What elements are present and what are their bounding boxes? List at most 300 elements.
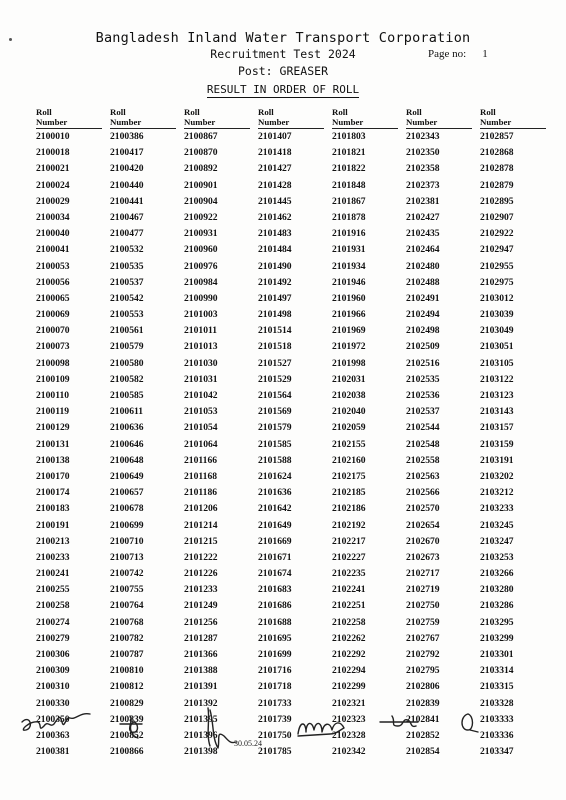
column-header-line2: Number: [184, 116, 216, 127]
roll-number-cell: 2103159: [480, 438, 514, 450]
roll-number-cell: 2103122: [480, 373, 514, 385]
roll-number-cell: 2100417: [110, 147, 144, 159]
result-heading: [0, 83, 566, 96]
signatures-graphic: [0, 700, 566, 770]
roll-number-cell: 2103143: [480, 406, 514, 418]
column-header: [36, 108, 102, 129]
roll-number-cell: 2101256: [184, 616, 218, 628]
roll-number-cell: 2100852: [110, 729, 144, 741]
roll-number-cell: 2100029: [36, 195, 70, 207]
roll-number-cell: 2101821: [332, 147, 366, 159]
roll-number-cell: 2101392: [184, 697, 218, 709]
roll-number-cell: 2101750: [258, 729, 292, 741]
roll-number-cell: 2101569: [258, 406, 292, 418]
roll-number-cell: 2101822: [332, 163, 366, 175]
roll-number-cell: 2101739: [258, 713, 292, 725]
roll-number-cell: 2100279: [36, 632, 70, 644]
roll-number-cell: 2100386: [110, 131, 144, 142]
roll-number-cell: 2103333: [480, 713, 514, 725]
roll-number-cell: 2103012: [480, 292, 514, 304]
roll-number-cell: 2101445: [258, 195, 292, 207]
roll-number-cell: 2102435: [406, 228, 440, 240]
column-header: [480, 108, 546, 129]
roll-number-cell: 2101497: [258, 292, 292, 304]
roll-number-cell: 2102955: [480, 260, 514, 272]
roll-number-cell: 2101718: [258, 681, 292, 693]
roll-number-cell: 2101688: [258, 616, 292, 628]
roll-number-cell: 2102537: [406, 406, 440, 418]
column-header-line1: Roll: [406, 107, 422, 117]
roll-number-cell: 2102857: [480, 131, 514, 142]
roll-number-cell: 2101931: [332, 244, 366, 256]
roll-number-cell: 2100580: [110, 357, 144, 369]
roll-number-cell: 2101427: [258, 163, 292, 175]
roll-number-cell: 2102031: [332, 373, 366, 385]
roll-number-cell: 2100649: [110, 470, 144, 482]
roll-number-cell: 2102491: [406, 292, 440, 304]
roll-number-cell: 2102294: [332, 665, 366, 677]
roll-number-cell: 2102175: [332, 470, 366, 482]
roll-column-4: [258, 108, 324, 760]
roll-number-cell: 2100787: [110, 649, 144, 660]
roll-number-cell: 2101946: [332, 276, 366, 288]
roll-number-cell: 2101484: [258, 244, 292, 256]
roll-number-cell: 2101388: [184, 665, 218, 677]
roll-number-cell: 2102494: [406, 309, 440, 321]
roll-number-cell: 2100768: [110, 616, 144, 628]
roll-number-cell: 2102227: [332, 551, 366, 563]
roll-number-cell: 2100553: [110, 309, 144, 321]
roll-number-cell: 2101916: [332, 228, 366, 240]
roll-number-cell: 2100467: [110, 211, 144, 223]
roll-number-cell: 2100764: [110, 600, 144, 612]
roll-number-cell: 2103202: [480, 470, 514, 482]
column-header: [406, 108, 472, 129]
roll-number-cell: 2100040: [36, 228, 70, 240]
roll-number-cell: 2100611: [110, 406, 144, 418]
roll-number-cell: 2100069: [36, 309, 70, 321]
page-number-label: Page no:: [428, 48, 467, 60]
roll-number-cell: 2102358: [406, 163, 440, 175]
roll-number-cell: 2102566: [406, 487, 440, 499]
roll-number-cell: 2102759: [406, 616, 440, 628]
roll-number-cell: 2101934: [332, 260, 366, 272]
roll-column-2: [110, 108, 176, 760]
roll-number-cell: 2101695: [258, 632, 292, 644]
roll-number-cell: 2101462: [258, 211, 292, 223]
roll-number-cell: 2103280: [480, 584, 514, 596]
roll-number-cell: 2102509: [406, 341, 440, 353]
roll-number-cell: 2101395: [184, 713, 218, 725]
roll-number-cell: 2100073: [36, 341, 70, 353]
roll-number-cell: 2100098: [36, 357, 70, 369]
signature-5: [380, 716, 418, 726]
roll-number-cell: 2101716: [258, 665, 292, 677]
roll-number-cell: 2100901: [184, 179, 218, 191]
exam-subtitle: Recruitment Test 2024: [210, 47, 356, 61]
column-header-line1: Roll: [480, 107, 496, 117]
roll-number-cell: 2101366: [184, 649, 218, 660]
roll-number-cell: 2101585: [258, 438, 292, 450]
roll-number-cell: 2101391: [184, 681, 218, 693]
roll-number-cell: 2101287: [184, 632, 218, 644]
roll-number-cell: 2103266: [480, 568, 514, 580]
roll-number-cell: 2100233: [36, 551, 70, 563]
roll-number-cell: 2102299: [332, 681, 366, 693]
roll-number-cell: 2100191: [36, 519, 70, 531]
roll-number-cell: 2100931: [184, 228, 218, 240]
roll-number-cell: 2102516: [406, 357, 440, 369]
signature-6: [462, 714, 478, 732]
roll-number-cell: 2100024: [36, 179, 70, 191]
roll-number-cell: 2101011: [184, 325, 218, 337]
roll-number-cell: 2102342: [332, 746, 366, 758]
roll-number-cell: 2100579: [110, 341, 144, 353]
roll-number-cell: 2100065: [36, 292, 70, 304]
roll-number-cell: 2101053: [184, 406, 218, 418]
result-heading-text: RESULT IN ORDER OF ROLL: [206, 83, 360, 96]
roll-number-cell: 2101518: [258, 341, 292, 353]
roll-number-cell: 2103301: [480, 649, 514, 660]
roll-number-cell: 2102673: [406, 551, 440, 563]
roll-number-cell: 2101624: [258, 470, 292, 482]
roll-number-cell: 2103336: [480, 729, 514, 741]
roll-number-cell: 2101498: [258, 309, 292, 321]
column-header: [110, 108, 176, 129]
roll-number-cell: 2100699: [110, 519, 144, 531]
roll-number-cell: 2100636: [110, 422, 144, 434]
roll-number-cell: 2102750: [406, 600, 440, 612]
roll-number-cell: 2100138: [36, 454, 70, 466]
roll-number-cell: 2100542: [110, 292, 144, 304]
roll-number-cell: 2102795: [406, 665, 440, 677]
roll-number-cell: 2103247: [480, 535, 514, 547]
column-header: [332, 108, 398, 129]
roll-number-cell: 2101206: [184, 503, 218, 515]
signature-3: [208, 708, 236, 748]
column-header-line2: Number: [480, 116, 512, 127]
roll-column-6: [406, 108, 472, 760]
roll-number-cell: 2101226: [184, 568, 218, 580]
roll-number-cell: 2100258: [36, 600, 70, 612]
roll-column-1: [36, 108, 102, 760]
roll-number-cell: 2101674: [258, 568, 292, 580]
roll-number-cell: 2102719: [406, 584, 440, 596]
column-header-line2: Number: [110, 116, 142, 127]
roll-number-cell: 2100010: [36, 131, 70, 142]
roll-number-cell: 2100976: [184, 260, 218, 272]
roll-number-cell: 2103314: [480, 665, 514, 677]
roll-number-cell: 2102895: [480, 195, 514, 207]
roll-number-cell: 2101396: [184, 729, 218, 741]
roll-number-cell: 2100441: [110, 195, 144, 207]
roll-number-cell: 2100174: [36, 487, 70, 499]
roll-number-cell: 2101186: [184, 487, 218, 499]
column-header-line1: Roll: [110, 107, 126, 117]
roll-number-cell: 2100021: [36, 163, 70, 175]
roll-number-cell: 2101168: [184, 470, 218, 482]
roll-number-cell: 2101636: [258, 487, 292, 499]
roll-number-cell: 2100350: [36, 713, 70, 725]
roll-number-cell: 2100585: [110, 390, 144, 401]
roll-number-cell: 2100866: [110, 746, 144, 758]
roll-number-cell: 2101222: [184, 551, 218, 563]
roll-number-cell: 2100904: [184, 195, 218, 207]
roll-number-cell: 2100034: [36, 211, 70, 223]
roll-number-cell: 2100990: [184, 292, 218, 304]
roll-number-cell: 2101803: [332, 131, 366, 142]
roll-number-cell: 2103191: [480, 454, 514, 466]
roll-number-cell: 2102192: [332, 519, 366, 531]
column-header-line2: Number: [406, 116, 438, 127]
signature-3-date: 30.05.24: [234, 739, 262, 748]
roll-number-cell: 2100582: [110, 373, 144, 385]
roll-number-cell: 2102040: [332, 406, 366, 418]
roll-number-cell: 2102792: [406, 649, 440, 660]
roll-number-cell: 2101848: [332, 179, 366, 191]
roll-number-cell: 2101529: [258, 373, 292, 385]
roll-number-cell: 2101013: [184, 341, 218, 353]
roll-number-cell: 2101588: [258, 454, 292, 466]
column-header: [258, 108, 324, 129]
roll-number-cell: 2103295: [480, 616, 514, 628]
column-header-line1: Roll: [184, 107, 200, 117]
roll-number-cell: 2101030: [184, 357, 218, 369]
roll-number-cell: 2100755: [110, 584, 144, 596]
roll-number-cell: 2101407: [258, 131, 292, 142]
roll-number-cell: 2100867: [184, 131, 218, 142]
roll-number-cell: 2100532: [110, 244, 144, 256]
column-header: [184, 108, 250, 129]
roll-number-cell: 2101733: [258, 697, 292, 709]
roll-number-cell: 2101785: [258, 746, 292, 758]
roll-number-cell: 2100119: [36, 406, 70, 418]
roll-number-cell: 2100678: [110, 503, 144, 515]
roll-number-cell: 2101960: [332, 292, 366, 304]
roll-number-cell: 2101428: [258, 179, 292, 191]
organization-title: Bangladesh Inland Water Transport Corporation: [95, 30, 471, 46]
roll-number-cell: 2102806: [406, 681, 440, 693]
roll-number-cell: 2100477: [110, 228, 144, 240]
roll-number-cell: 2100309: [36, 665, 70, 677]
roll-number-cell: 2102241: [332, 584, 366, 596]
roll-number-cell: 2100170: [36, 470, 70, 482]
roll-number-cell: 2100041: [36, 244, 70, 256]
roll-number-cell: 2101564: [258, 390, 292, 401]
post-title: Post: GREASER: [237, 64, 328, 78]
roll-column-5: [332, 108, 398, 760]
roll-number-cell: 2101972: [332, 341, 366, 353]
roll-number-cell: 2101042: [184, 390, 218, 401]
roll-number-cell: 2102185: [332, 487, 366, 499]
roll-number-cell: 2100892: [184, 163, 218, 175]
roll-number-cell: 2103233: [480, 503, 514, 515]
roll-number-cell: 2103049: [480, 325, 514, 337]
signature-4: [298, 723, 344, 736]
roll-number-cell: 2100742: [110, 568, 144, 580]
roll-number-cell: 2100110: [36, 390, 70, 401]
roll-number-cell: 2100782: [110, 632, 144, 644]
roll-number-cell: 2101233: [184, 584, 218, 596]
roll-number-cell: 2100537: [110, 276, 144, 288]
roll-number-cell: 2102852: [406, 729, 440, 741]
roll-number-cell: 2100330: [36, 697, 70, 709]
roll-number-cell: 2100812: [110, 681, 144, 693]
roll-number-cell: 2102292: [332, 649, 366, 660]
roll-number-cell: 2103299: [480, 632, 514, 644]
roll-number-cell: 2101966: [332, 309, 366, 321]
roll-number-cell: 2100070: [36, 325, 70, 337]
roll-number-cell: 2101249: [184, 600, 218, 612]
roll-number-cell: 2100984: [184, 276, 218, 288]
roll-number-cell: 2102328: [332, 729, 366, 741]
roll-number-cell: 2103286: [480, 600, 514, 612]
roll-number-cell: 2100922: [184, 211, 218, 223]
roll-number-cell: 2101642: [258, 503, 292, 515]
roll-number-cell: 2102570: [406, 503, 440, 515]
roll-number-cell: 2102548: [406, 438, 440, 450]
roll-number-cell: 2102922: [480, 228, 514, 240]
roll-number-cell: 2101998: [332, 357, 366, 369]
roll-number-cell: 2100561: [110, 325, 144, 337]
roll-number-cell: 2101969: [332, 325, 366, 337]
roll-number-cell: 2102975: [480, 276, 514, 288]
roll-number-cell: 2100310: [36, 681, 70, 693]
roll-number-cell: 2101166: [184, 454, 218, 466]
roll-number-cell: 2100420: [110, 163, 144, 175]
roll-number-cell: 2100870: [184, 147, 218, 159]
roll-number-cell: 2101683: [258, 584, 292, 596]
roll-number-cell: 2101649: [258, 519, 292, 531]
column-header-line2: Number: [332, 116, 364, 127]
roll-number-cell: 2101483: [258, 228, 292, 240]
roll-number-cell: 2103245: [480, 519, 514, 531]
roll-number-cell: 2103157: [480, 422, 514, 434]
page-number-value: 1: [482, 48, 488, 60]
roll-number-cell: 2102868: [480, 147, 514, 159]
roll-number-cell: 2102498: [406, 325, 440, 337]
roll-number-cell: 2103347: [480, 746, 514, 758]
roll-number-cell: 2100053: [36, 260, 70, 272]
roll-number-cell: 2101669: [258, 535, 292, 547]
roll-number-cell: 2102841: [406, 713, 440, 725]
roll-number-cell: 2100657: [110, 487, 144, 499]
roll-number-cell: 2102670: [406, 535, 440, 547]
page-number: [428, 48, 488, 60]
roll-number-cell: 2100960: [184, 244, 218, 256]
column-header-line1: Roll: [258, 107, 274, 117]
roll-number-cell: 2102235: [332, 568, 366, 580]
roll-number-cell: 2102186: [332, 503, 366, 515]
roll-column-3: [184, 108, 250, 760]
roll-number-cell: 2101878: [332, 211, 366, 223]
roll-number-cell: 2101064: [184, 438, 218, 450]
roll-number-cell: 2102544: [406, 422, 440, 434]
roll-column-7: [480, 108, 546, 760]
roll-number-cell: 2100241: [36, 568, 70, 580]
roll-number-cell: 2100255: [36, 584, 70, 596]
roll-number-cell: 2102879: [480, 179, 514, 191]
roll-number-cell: 2101579: [258, 422, 292, 434]
roll-number-cell: 2102464: [406, 244, 440, 256]
roll-number-cell: 2100274: [36, 616, 70, 628]
roll-number-cell: 2100810: [110, 665, 144, 677]
column-header-line1: Roll: [36, 107, 52, 117]
signature-2: [120, 716, 142, 738]
roll-number-cell: 2102343: [406, 131, 440, 142]
roll-number-cell: 2102839: [406, 697, 440, 709]
roll-number-cell: 2103315: [480, 681, 514, 693]
roll-number-cell: 2100440: [110, 179, 144, 191]
roll-number-cell: 2100829: [110, 697, 144, 709]
roll-number-cell: 2102907: [480, 211, 514, 223]
roll-number-cell: 2100131: [36, 438, 70, 450]
roll-number-cell: 2100646: [110, 438, 144, 450]
roll-number-cell: 2102878: [480, 163, 514, 175]
roll-number-cell: 2102854: [406, 746, 440, 758]
roll-number-cell: 2101671: [258, 551, 292, 563]
roll-number-cell: 2100648: [110, 454, 144, 466]
roll-number-cell: 2100129: [36, 422, 70, 434]
column-header-line1: Roll: [332, 107, 348, 117]
roll-number-cell: 2103051: [480, 341, 514, 353]
roll-number-cell: 2101492: [258, 276, 292, 288]
roll-number-cell: 2103328: [480, 697, 514, 709]
roll-number-cell: 2103253: [480, 551, 514, 563]
roll-number-cell: 2102480: [406, 260, 440, 272]
roll-number-cell: 2102059: [332, 422, 366, 434]
roll-number-cell: 2102038: [332, 390, 366, 401]
roll-number-cell: 2102321: [332, 697, 366, 709]
roll-number-cell: 2103105: [480, 357, 514, 369]
roll-number-cell: 2100183: [36, 503, 70, 515]
roll-number-cell: 2102373: [406, 179, 440, 191]
roll-number-cell: 2100710: [110, 535, 144, 547]
roll-number-cell: 2100713: [110, 551, 144, 563]
roll-number-cell: 2101215: [184, 535, 218, 547]
roll-number-cell: 2102654: [406, 519, 440, 531]
signature-area: [0, 700, 566, 770]
roll-number-cell: 2101003: [184, 309, 218, 321]
roll-number-cell: 2101699: [258, 649, 292, 660]
roll-number-cell: 2103123: [480, 390, 514, 401]
roll-number-cell: 2103039: [480, 309, 514, 321]
roll-number-cell: 2100306: [36, 649, 70, 660]
roll-number-cell: 2102536: [406, 390, 440, 401]
roll-number-cell: 2101054: [184, 422, 218, 434]
roll-number-cell: 2102947: [480, 244, 514, 256]
roll-number-cell: 2103212: [480, 487, 514, 499]
roll-number-cell: 2102488: [406, 276, 440, 288]
roll-number-cell: 2102563: [406, 470, 440, 482]
roll-number-cell: 2100839: [110, 713, 144, 725]
roll-number-cell: 2102558: [406, 454, 440, 466]
roll-number-cell: 2101031: [184, 373, 218, 385]
roll-number-cell: 2102381: [406, 195, 440, 207]
roll-number-cell: 2102535: [406, 373, 440, 385]
roll-number-cell: 2101398: [184, 746, 218, 758]
roll-number-cell: 2101514: [258, 325, 292, 337]
roll-number-cell: 2100381: [36, 746, 70, 758]
roll-number-cell: 2100213: [36, 535, 70, 547]
roll-number-cell: 2101418: [258, 147, 292, 159]
roll-number-cell: 2102160: [332, 454, 366, 466]
roll-number-cell: 2100363: [36, 729, 70, 741]
roll-number-cell: 2102217: [332, 535, 366, 547]
column-header-line2: Number: [258, 116, 290, 127]
roll-number-cell: 2100018: [36, 147, 70, 159]
roll-number-cell: 2101527: [258, 357, 292, 369]
